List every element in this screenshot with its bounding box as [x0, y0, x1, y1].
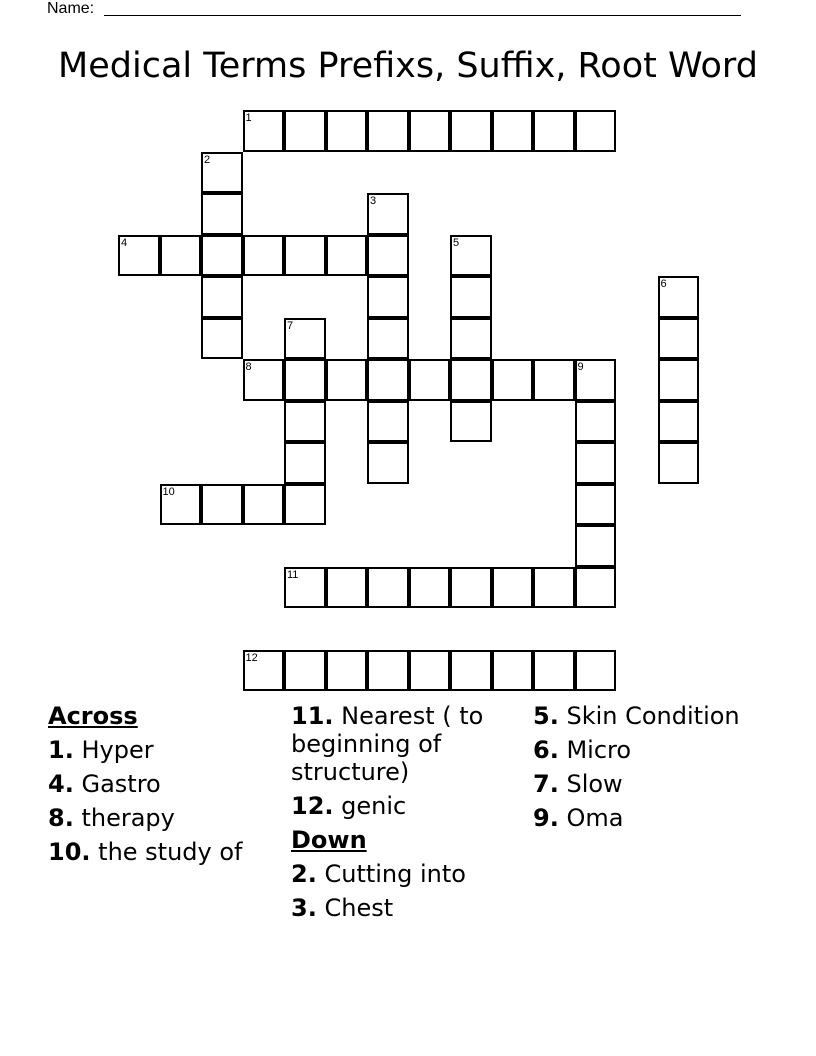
clue-text: Skin Condition — [566, 702, 740, 730]
grid-cell[interactable] — [326, 359, 368, 401]
grid-cell[interactable] — [492, 650, 534, 692]
grid-cell[interactable] — [409, 650, 451, 692]
grid-cell[interactable] — [326, 567, 368, 609]
grid-cell[interactable] — [284, 235, 326, 277]
clue-text: Nearest ( to beginning of structure) — [291, 702, 484, 786]
grid-cell[interactable] — [450, 318, 492, 360]
cell-number: 5 — [453, 236, 460, 249]
grid-cell[interactable] — [326, 650, 368, 692]
clue-text: Micro — [566, 736, 632, 764]
grid-cell[interactable] — [533, 359, 575, 401]
cell-number: 8 — [245, 361, 252, 373]
clue-text: Slow — [566, 770, 623, 798]
clue-text: Oma — [566, 804, 624, 832]
grid-cell[interactable] — [575, 484, 617, 526]
grid-cell[interactable] — [367, 567, 409, 609]
grid-cell[interactable] — [367, 110, 409, 152]
grid-cell[interactable] — [658, 401, 700, 443]
clue-text: genic — [341, 792, 407, 820]
grid-cell[interactable] — [450, 276, 492, 318]
cell-number: 11 — [287, 568, 299, 581]
grid-cell[interactable] — [367, 276, 409, 318]
grid-cell[interactable] — [409, 567, 451, 609]
clue-across-1 — [48, 736, 284, 764]
grid-cell[interactable] — [367, 650, 409, 692]
cell-number: 12 — [245, 651, 258, 664]
clue-across-11 — [291, 702, 527, 786]
clue-number: 4. — [48, 770, 74, 798]
grid-cell[interactable] — [533, 567, 575, 609]
grid-cell[interactable] — [492, 567, 534, 609]
grid-cell[interactable] — [160, 484, 202, 526]
grid-cell[interactable] — [658, 442, 700, 484]
grid-cell[interactable] — [201, 484, 243, 526]
clue-number: 9. — [533, 804, 559, 832]
clues-column-3 — [533, 702, 793, 838]
cell-number: 9 — [577, 361, 584, 373]
grid-cell[interactable] — [367, 318, 409, 360]
cell-number: 3 — [370, 195, 377, 207]
clue-down-5 — [533, 702, 793, 730]
grid-cell[interactable] — [409, 110, 451, 152]
grid-cell[interactable] — [450, 359, 492, 401]
clue-number: 7. — [533, 770, 559, 798]
clues-column-2 — [291, 702, 527, 928]
clue-down-3 — [291, 894, 527, 922]
cell-number: 4 — [121, 236, 128, 249]
grid-cell[interactable] — [450, 567, 492, 609]
grid-cell[interactable] — [492, 359, 534, 401]
clue-number: 2. — [291, 860, 317, 888]
grid-cell[interactable] — [450, 650, 492, 692]
grid-cell[interactable] — [284, 484, 326, 526]
grid-cell[interactable] — [284, 110, 326, 152]
clue-number: 1. — [48, 736, 74, 764]
clue-down-9 — [533, 804, 793, 832]
grid-cell[interactable] — [575, 401, 617, 443]
grid-cell[interactable] — [284, 442, 326, 484]
clue-across-8 — [48, 804, 284, 832]
grid-cell[interactable] — [201, 152, 243, 194]
grid-cell[interactable] — [658, 359, 700, 401]
grid-cell[interactable] — [575, 442, 617, 484]
grid-cell[interactable] — [450, 110, 492, 152]
grid-cell[interactable] — [201, 193, 243, 235]
clue-number: 5. — [533, 702, 559, 730]
clues-column-1 — [48, 702, 284, 872]
clue-number: 8. — [48, 804, 74, 832]
grid-cell[interactable] — [201, 318, 243, 360]
grid-cell[interactable] — [243, 650, 285, 692]
clue-text: Cutting into — [324, 860, 466, 888]
grid-cell[interactable] — [575, 110, 617, 152]
name-label: Name: — [47, 0, 95, 17]
grid-cell[interactable] — [243, 235, 285, 277]
grid-cell[interactable] — [284, 567, 326, 609]
clue-number: 10. — [48, 838, 91, 866]
clue-text: Gastro — [81, 770, 161, 798]
cell-number: 1 — [245, 112, 252, 124]
grid-cell[interactable] — [284, 650, 326, 692]
grid-cell[interactable] — [118, 235, 160, 277]
grid-cell[interactable] — [367, 193, 409, 235]
clue-across-12 — [291, 792, 527, 820]
grid-cell[interactable] — [367, 359, 409, 401]
grid-cell[interactable] — [533, 650, 575, 692]
clue-down-2 — [291, 860, 527, 888]
grid-cell[interactable] — [326, 235, 368, 277]
grid-cell[interactable] — [450, 235, 492, 277]
clue-number: 11. — [291, 702, 334, 730]
cell-number: 7 — [287, 319, 294, 332]
grid-cell[interactable] — [243, 110, 285, 152]
down-heading: Down — [291, 826, 367, 854]
clue-down-6 — [533, 736, 793, 764]
grid-cell[interactable] — [284, 359, 326, 401]
grid-cell[interactable] — [492, 110, 534, 152]
grid-cell[interactable] — [243, 484, 285, 526]
grid-cell[interactable] — [658, 276, 700, 318]
clue-text: Hyper — [81, 736, 154, 764]
grid-cell[interactable] — [533, 110, 575, 152]
clue-number: 6. — [533, 736, 559, 764]
grid-cell[interactable] — [575, 650, 617, 692]
clue-text: Chest — [324, 894, 394, 922]
grid-cell[interactable] — [284, 318, 326, 360]
grid-cell[interactable] — [326, 110, 368, 152]
clue-text: therapy — [81, 804, 175, 832]
grid-cell[interactable] — [575, 359, 617, 401]
page-title: Medical Terms Prefixs, Suffix, Root Word — [58, 46, 758, 86]
grid-cell[interactable] — [658, 318, 700, 360]
cell-number: 6 — [660, 278, 667, 290]
grid-cell[interactable] — [243, 359, 285, 401]
clue-number: 12. — [291, 792, 334, 820]
grid-cell[interactable] — [160, 235, 202, 277]
cell-number: 10 — [162, 485, 175, 498]
grid-cell[interactable] — [575, 567, 617, 609]
clue-across-4 — [48, 770, 284, 798]
grid-cell[interactable] — [201, 276, 243, 318]
grid-cell[interactable] — [284, 401, 326, 443]
grid-cell[interactable] — [367, 401, 409, 443]
clue-across-10 — [48, 838, 284, 866]
across-heading: Across — [48, 702, 138, 730]
grid-cell[interactable] — [367, 235, 409, 277]
cell-number: 2 — [204, 153, 211, 166]
grid-cell[interactable] — [450, 401, 492, 443]
grid-cell[interactable] — [201, 235, 243, 277]
grid-cell[interactable] — [409, 359, 451, 401]
grid-cell[interactable] — [575, 525, 617, 567]
clue-number: 3. — [291, 894, 317, 922]
clue-down-7 — [533, 770, 793, 798]
clue-text: the study of — [98, 838, 243, 866]
grid-cell[interactable] — [367, 442, 409, 484]
